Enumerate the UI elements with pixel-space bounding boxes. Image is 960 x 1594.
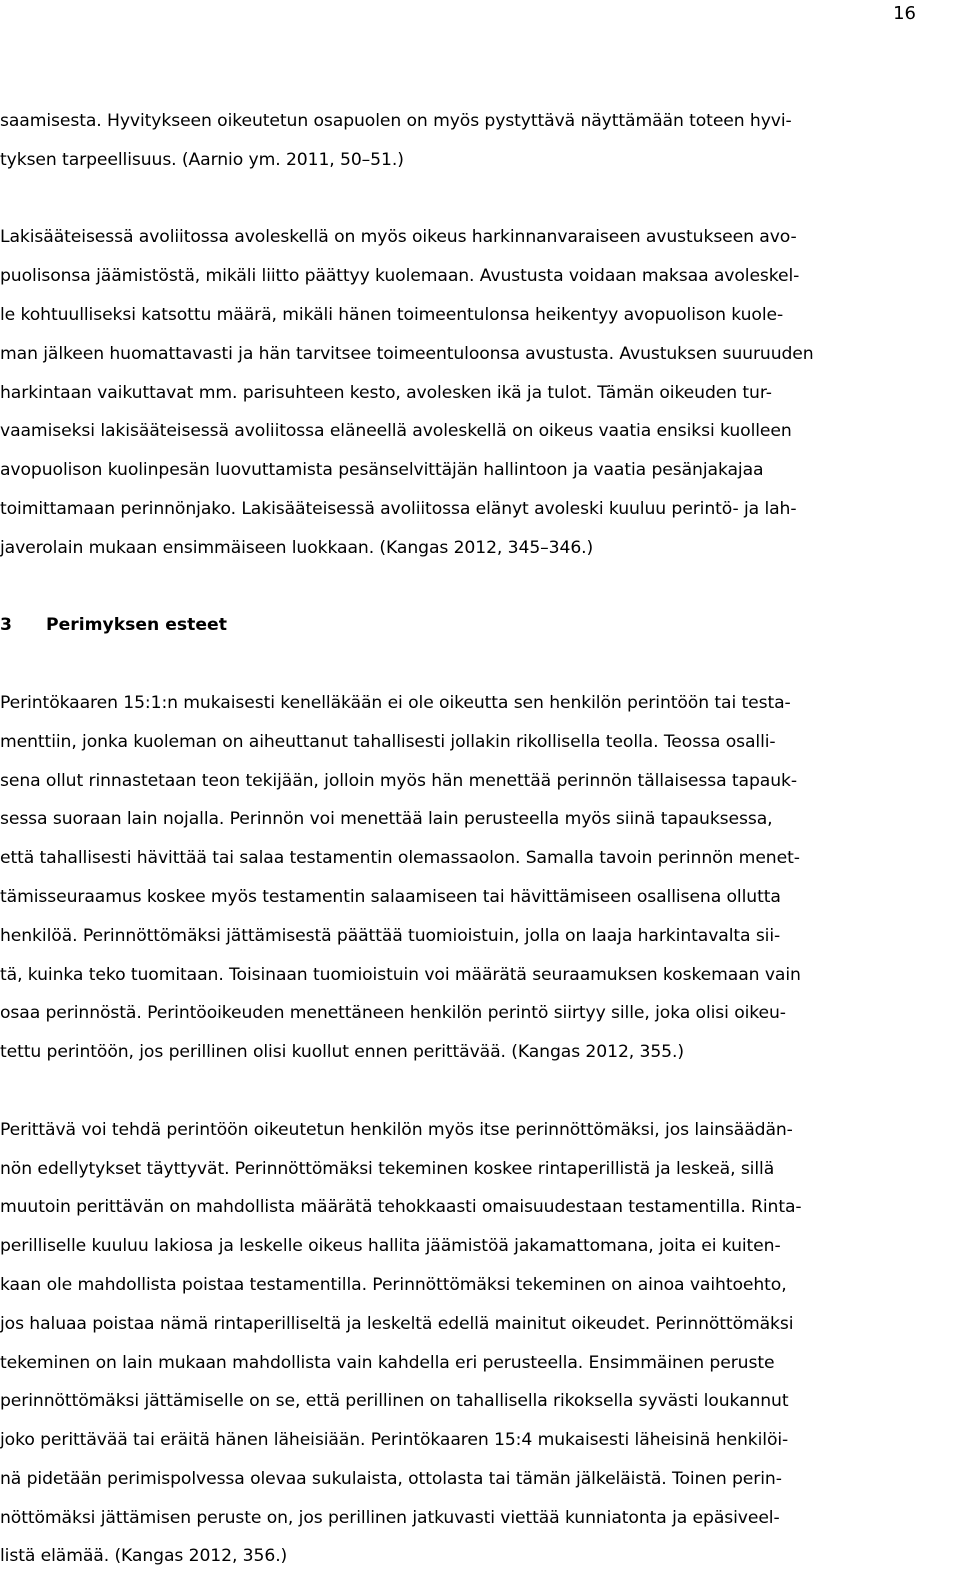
- paragraph-2: [0, 218, 950, 567]
- text-line: Perittävä voi tehdä perintöön oikeutetun henkilön myös itse perinnöttömäksi, jos lainsäädän-: [0, 1119, 793, 1140]
- text-line: jos haluaa poistaa nämä rintaperilliseltä ja leskeltä edellä mainitut oikeudet. Perinnöttömäksi: [0, 1313, 794, 1334]
- text-line: javerolain mukaan ensimmäiseen luokkaan. (Kangas 2012, 345–346.): [0, 537, 594, 558]
- text-line: le kohtuulliseksi katsottu määrä, mikäli hänen toimeentulonsa heikentyy avopuolison kuole-: [0, 304, 784, 325]
- section-number: 3: [0, 615, 12, 636]
- text-line: Lakisääteisessä avoliitossa avoleskellä on myös oikeus harkinnanvaraiseen avustukseen avo-: [0, 227, 797, 248]
- text-line: tekeminen on lain mukaan mahdollista vain kahdella eri perusteella. Ensimmäinen peruste: [0, 1352, 775, 1373]
- text-line: perilliselle kuuluu lakiosa ja leskelle oikeus hallita jäämistöä jakamattomana, joita ei kuiten-: [0, 1236, 781, 1257]
- document-body: [0, 102, 950, 1576]
- text-line: kaan ole mahdollista poistaa testamentilla. Perinnöttömäksi tekeminen on ainoa vaihtoehto,: [0, 1274, 787, 1295]
- section-title: Perimyksen esteet: [46, 615, 227, 636]
- text-line: tettu perintöön, jos perillinen olisi kuollut ennen perittävää. (Kangas 2012, 355.): [0, 1042, 684, 1063]
- text-line: nöttömäksi jättämisen peruste on, jos perillinen jatkuvasti viettää kunniatonta ja epäsiveel-: [0, 1507, 780, 1528]
- text-line: tyksen tarpeellisuus. (Aarnio ym. 2011, 50–51.): [0, 149, 404, 170]
- text-line: toimittamaan perinnönjako. Lakisääteisessä avoliitossa elänyt avoleski kuuluu perintö- ja lah-: [0, 498, 797, 519]
- text-line: vaamiseksi lakisääteisessä avoliitossa eläneellä avoleskellä on oikeus vaatia ensiksi kuolleen: [0, 421, 792, 442]
- text-line: että tahallisesti hävittää tai salaa testamentin olemassaolon. Samalla tavoin perinnön menet-: [0, 848, 800, 869]
- text-line: nön edellytykset täyttyvät. Perinnöttömäksi tekeminen koskee rintaperillistä ja leskeä, sillä: [0, 1158, 775, 1179]
- text-line: listä elämää. (Kangas 2012, 356.): [0, 1546, 288, 1567]
- text-line: menttiin, jonka kuoleman on aiheuttanut tahallisesti jollakin rikollisella teolla. Teossa osalli-: [0, 731, 776, 752]
- text-line: sessa suoraan lain nojalla. Perinnön voi menettää lain perusteella myös siinä tapauksessa,: [0, 809, 773, 830]
- text-line: muutoin perittävän on mahdollista määrätä tehokkaasti omaisuudestaan testamentilla. Rinta-: [0, 1197, 802, 1218]
- text-line: man jälkeen huomattavasti ja hän tarvitsee toimeentuloonsa avustusta. Avustuksen suuruuden: [0, 343, 814, 364]
- text-line: saamisesta. Hyvitykseen oikeutetun osapuolen on myös pystyttävä näyttämään toteen hyvi-: [0, 111, 792, 131]
- text-line: puolisonsa jäämistöstä, mikäli liitto päättyy kuolemaan. Avustusta voidaan maksaa avoleskel-: [0, 266, 800, 287]
- text-line: harkintaan vaikuttavat mm. parisuhteen kesto, avolesken ikä ja tulot. Tämän oikeuden tur-: [0, 382, 772, 403]
- text-line: joko perittävää tai eräitä hänen läheisiään. Perintökaaren 15:4 mukaisesti läheisinä henkilöi-: [0, 1430, 789, 1451]
- text-line: sena ollut rinnastetaan teon tekijään, jolloin myös hän menettää perinnön tällaisessa tapauk-: [0, 770, 797, 791]
- paragraph-4: [0, 1111, 950, 1577]
- paragraph-1: [0, 102, 950, 180]
- paragraph-3: [0, 684, 950, 1072]
- text-line: henkilöä. Perinnöttömäksi jättämisestä päättää tuomioistuin, jolla on laaja harkintavalta sii-: [0, 925, 781, 946]
- page-number: 16: [893, 3, 916, 24]
- text-line: Perintökaaren 15:1:n mukaisesti kenelläkään ei ole oikeutta sen henkilön perintöön tai testa-: [0, 692, 791, 713]
- text-line: avopuolison kuolinpesän luovuttamista pesänselvittäjän hallintoon ja vaatia pesänjakajaa: [0, 460, 764, 481]
- text-line: perinnöttömäksi jättämiselle on se, että perillinen on tahallisella rikoksella syvästi loukannut: [0, 1391, 789, 1412]
- text-line: osaa perinnöstä. Perintöoikeuden menettäneen henkilön perintö siirtyy sille, joka olisi oikeu-: [0, 1003, 786, 1024]
- section-heading: [0, 606, 950, 645]
- text-line: tä, kuinka teko tuomitaan. Toisinaan tuomioistuin voi määrätä seuraamuksen koskemaan vain: [0, 964, 801, 985]
- text-line: nä pidetään perimispolvessa olevaa sukulaista, ottolasta tai tämän jälkeläistä. Toinen perin-: [0, 1468, 782, 1489]
- text-line: tämisseuraamus koskee myös testamentin salaamiseen tai hävittämiseen osallisena ollutta: [0, 886, 781, 907]
